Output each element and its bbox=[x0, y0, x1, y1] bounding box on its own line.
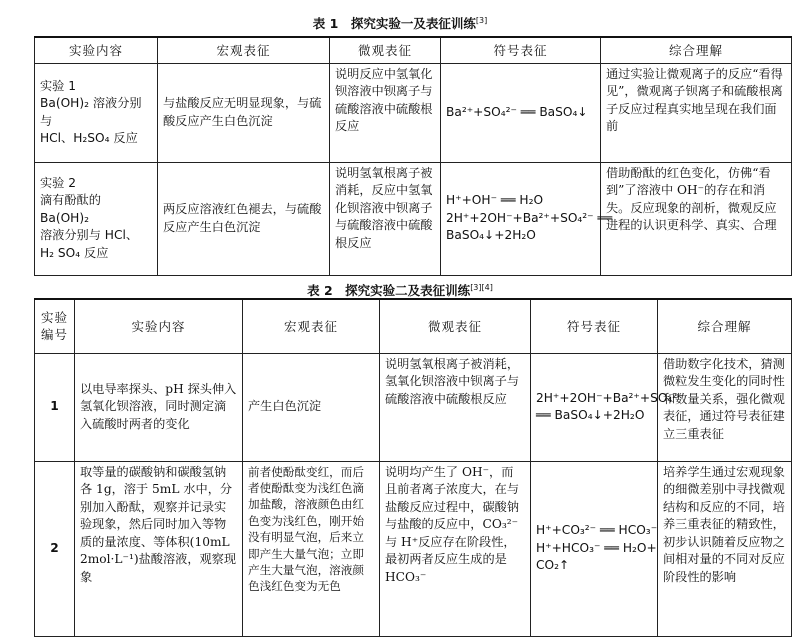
table1 bbox=[34, 36, 792, 276]
table1-row2-content bbox=[35, 162, 158, 275]
table2-row2-equation: CO₂↑ bbox=[536, 558, 570, 573]
table1-row1-symbol bbox=[441, 63, 601, 162]
table1-row1-content-line: 实验 1 bbox=[40, 78, 77, 93]
table1-row1-content-line: Ba(OH)₂ 溶液分别与 bbox=[40, 96, 142, 128]
table1-caption-ref: [3] bbox=[475, 15, 488, 25]
table1-header-synthesis: 综合理解 bbox=[601, 37, 792, 63]
table1-row bbox=[35, 63, 792, 162]
table1-header-micro: 微观表征 bbox=[330, 37, 441, 63]
table2-row2-symbol bbox=[531, 461, 658, 636]
table1-header-symbol: 符号表征 bbox=[441, 37, 601, 63]
table1-row2-symbol bbox=[441, 162, 613, 275]
table1-row2-content-line: 实验 2 bbox=[40, 175, 77, 190]
table2-row2-synthesis: 培养学生通过宏观现象的细微差别中寻找微观结构和反应的不同，培养三重表征的精致性，初步认识随着反应物之间相对量的不同对反应阶段性的影响 bbox=[658, 461, 792, 636]
table2-row1-macro: 产生白色沉淀 bbox=[243, 353, 380, 461]
table1-row1-macro: 与盐酸反应无明显现象，与硫酸反应产生白色沉淀 bbox=[158, 63, 330, 162]
table2-header-row bbox=[35, 299, 792, 353]
table1-row1-content bbox=[35, 63, 158, 162]
table1-row2-content-line: H₂ SO₄ 反应 bbox=[40, 245, 109, 260]
table1-row2-equation: H⁺+OH⁻ ══ H₂O bbox=[446, 193, 544, 208]
table2-row1-symbol bbox=[531, 353, 684, 461]
table2-row2-micro: 说明均产生了 OH⁻，而且前者离子浓度大，在与盐酸反应过程中，碳酸钠与盐酸的反应中，CO₃²⁻与 H⁺反应存在阶段性，最初两者反应生成的是 HCO₃⁻ bbox=[380, 461, 531, 636]
table2-row2-content: 取等量的碳酸钠和碳酸氢钠各 1g，溶于 5mL 水中，分别加入酚酞，观察并记录实验现象，然后同时加入等物质的量浓度、等体积(10mL 2mol·L⁻¹)盐酸溶液，观察现象 bbox=[75, 461, 243, 636]
table2 bbox=[34, 298, 792, 637]
table1-row2-equation: 2H⁺+2OH⁻+Ba²⁺+SO₄²⁻ ══ bbox=[446, 210, 613, 225]
table2-header-number: 实验编号 bbox=[35, 299, 75, 353]
table2-row2-macro: 前者使酚酞变红，而后者使酚酞变为浅红色滴加盐酸，溶液颜色由红色变为浅红色，刚开始没有明显气泡，后来立即产生大量气泡；立即产生大量气泡，溶液颜色浅红色变为无色 bbox=[243, 461, 380, 636]
table1-caption-text: 表 1 探究实验一及表征训练 bbox=[312, 16, 476, 31]
table2-header-synthesis: 综合理解 bbox=[658, 299, 792, 353]
table2-row1-equation: ══ BaSO₄↓+2H₂O bbox=[536, 408, 645, 422]
table1-header-macro: 宏观表征 bbox=[158, 37, 330, 63]
table2-row1-number: 1 bbox=[35, 353, 75, 461]
table2-row bbox=[35, 353, 792, 461]
table2-row1-micro: 说明氢氧根离子被消耗，氢氧化钡溶液中钡离子与硫酸溶液中硫酸根反应 bbox=[380, 353, 531, 461]
table2-row1-synthesis: 借助数字化技术，猜测微粒发生变化的同时性和数量关系，强化微观表征，通过符号表征建立三重表征 bbox=[658, 353, 792, 461]
table1-header-row bbox=[35, 37, 792, 63]
table2-header-content: 实验内容 bbox=[75, 299, 243, 353]
table1-header-content: 实验内容 bbox=[35, 37, 158, 63]
table2-row2-equation: H⁺+CO₃²⁻ ══ HCO₃⁻ bbox=[536, 523, 658, 538]
table1-row2-micro: 说明氢氧根离子被消耗，反应中氢氧化钡溶液中钡离子与硫酸溶液中硫酸根反应 bbox=[330, 162, 441, 275]
table1-row1-content-line: HCl、H₂SO₄ 反应 bbox=[40, 131, 138, 145]
table1-row2-synthesis: 借助酚酞的红色变化，仿佛“看到”了溶液中 OH⁻的存在和消失。反应现象的剖析，微观反应进程的认识更科学、真实、合理 bbox=[601, 162, 792, 275]
table2-header-macro: 宏观表征 bbox=[243, 299, 380, 353]
table1-row2-equation: BaSO₄↓+2H₂O bbox=[446, 228, 536, 243]
table2-row bbox=[35, 461, 792, 636]
table2-caption-text: 表 2 探究实验二及表征训练 bbox=[307, 283, 471, 298]
table2-header-micro: 微观表征 bbox=[380, 299, 531, 353]
table1-row1-micro: 说明反应中氢氧化钡溶液中钡离子与硫酸溶液中硫酸根反应 bbox=[330, 63, 441, 162]
table1-row2-content-line: 滴有酚酞的 Ba(OH)₂ bbox=[40, 193, 101, 225]
table2-row2-equation: H⁺+HCO₃⁻ ══ H₂O+ bbox=[536, 540, 657, 555]
table2-caption-ref: [3][4] bbox=[470, 282, 493, 292]
table2-caption bbox=[0, 281, 800, 299]
table2-header-symbol: 符号表征 bbox=[531, 299, 658, 353]
table1-row bbox=[35, 162, 792, 275]
table2-row1-content: 以电导率探头、pH 探头伸入氢氧化钡溶液，同时测定滴入硫酸时两者的变化 bbox=[75, 353, 243, 461]
table1-row2-macro: 两反应溶液红色褪去，与硫酸反应产生白色沉淀 bbox=[158, 162, 330, 275]
table1-row2-content-line: 溶液分别与 HCl、 bbox=[40, 228, 139, 243]
table1-caption bbox=[0, 14, 800, 32]
table1-row1-synthesis: 通过实验让微观离子的反应“看得见”，微观离子钡离子和硫酸根离子反应过程真实地呈现在我们面前 bbox=[601, 63, 792, 162]
table2-row2-number: 2 bbox=[35, 461, 75, 636]
table2-row1-equation: 2H⁺+2OH⁻+Ba²⁺+SO₄²⁻ bbox=[536, 390, 684, 405]
table1-row1-equation: Ba²⁺+SO₄²⁻ ══ BaSO₄↓ bbox=[446, 104, 588, 119]
